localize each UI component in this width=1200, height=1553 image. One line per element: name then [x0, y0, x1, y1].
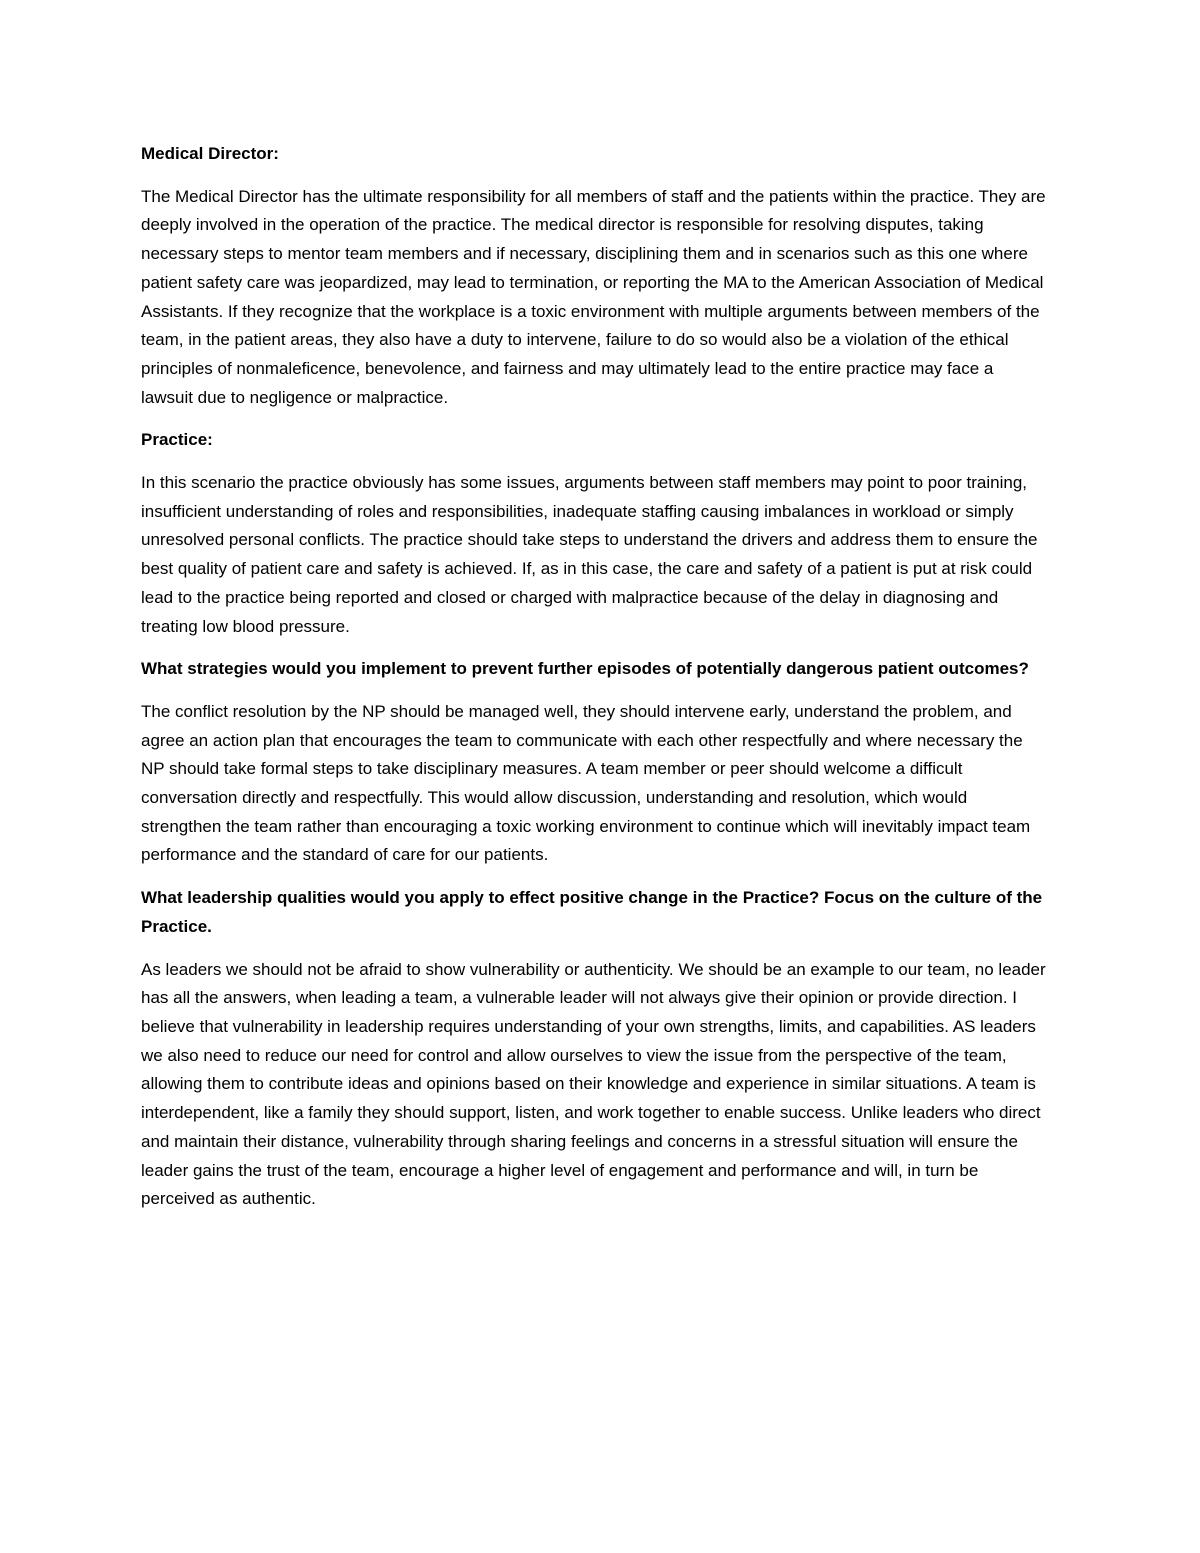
section-paragraph: The conflict resolution by the NP should be managed well, they should intervene early, understand the problem, and agree an action plan that encourages the team to communicate with each other respectfully and where necessary the NP should take formal steps to take disciplinary measures. A team member or peer should welcome a difficult conversation directly and respectfully. This would allow discussion, understanding and resolution, which would strengthen the team rather than encouraging a toxic working environment to continue which will inevitably impact team performance and the standard of care for our patients.	[141, 701, 1031, 865]
section-medical-director	[141, 140, 1050, 412]
section-practice	[141, 426, 1050, 641]
question-heading: What strategies would you implement to prevent further episodes of potentially dangerous patient outcomes?	[141, 659, 1029, 679]
section-paragraph: The Medical Director has the ultimate responsibility for all members of staff and the patients within the practice. They are deeply involved in the operation of the practice. The medical director is responsible for resolving disputes, taking necessary steps to mentor team members and if necessary, disciplining them and in scenarios such as this one where patient safety care was jeopardized, may lead to termination, or reporting the MA to the American Association of Medical Assistants. If they recognize that the workplace is a toxic environment with multiple arguments between members of the team, in the patient areas, they also have a duty to intervene, failure to do so would also be a violation of the ethical principles of nonmaleficence, benevolence, and fairness and may ultimately lead to the entire practice may face a lawsuit due to negligence or malpractice.	[141, 186, 1046, 407]
section-strategies	[141, 655, 1050, 870]
question-heading: What leadership qualities would you apply to effect positive change in the Practice? Focus on the culture of the Practice.	[141, 888, 1043, 936]
section-leadership-qualities	[141, 884, 1050, 1214]
section-paragraph: In this scenario the practice obviously has some issues, arguments between staff members may point to poor training, insufficient understanding of roles and responsibilities, inadequate staffing causing imbalances in workload or simply unresolved personal conflicts. The practice should take steps to understand the drivers and address them to ensure the best quality of patient care and safety is achieved. If, as in this case, the care and safety of a patient is put at risk could lead to the practice being reported and closed or charged with malpractice because of the delay in diagnosing and treating low blood pressure.	[141, 473, 1038, 636]
section-paragraph: As leaders we should not be afraid to show vulnerability or authenticity. We should be an example to our team, no leader has all the answers, when leading a team, a vulnerable leader will not always give their opinion or provide direction. I believe that vulnerability in leadership requires understanding of your own strengths, limits, and capabilities. AS leaders we also need to reduce our need for control and allow ourselves to view the issue from the perspective of the team, allowing them to contribute ideas and opinions based on their knowledge and experience in similar situations. A team is interdependent, like a family they should support, listen, and work together to enable success. Unlike leaders who direct and maintain their distance, vulnerability through sharing feelings and concerns in a stressful situation will ensure the leader gains the trust of the team, encourage a higher level of engagement and performance and will, in turn be perceived as authentic.	[141, 959, 1046, 1209]
section-heading: Medical Director:	[141, 144, 279, 163]
section-heading: Practice:	[141, 430, 213, 450]
